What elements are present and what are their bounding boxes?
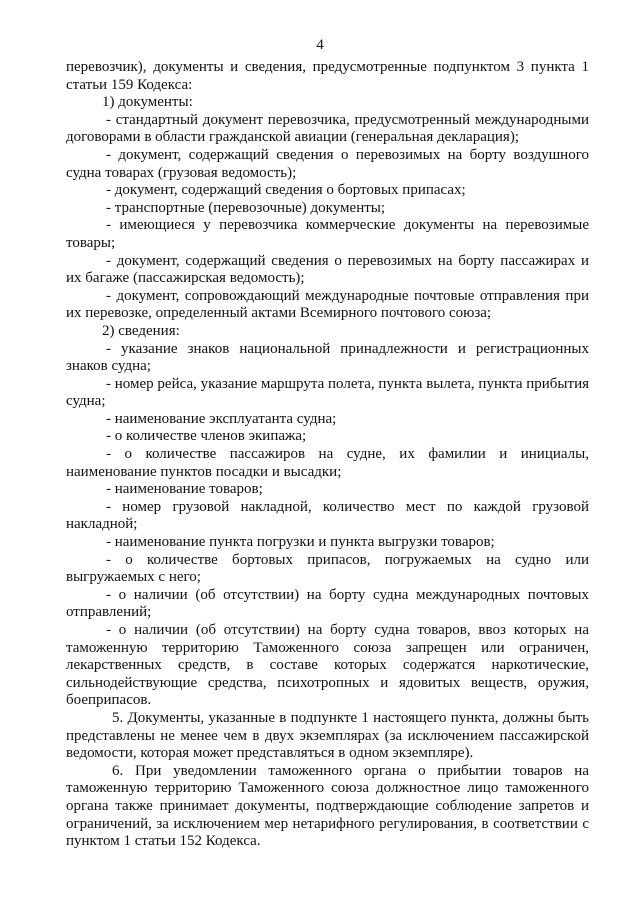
paragraph: - имеющиеся у перевозчика коммерческие документы на перевозимые товары; <box>66 217 589 251</box>
paragraph: - о наличии (об отсутствии) на борту судна товаров, ввоз которых на таможенную территорию Таможенного союза запрещен или ограничен, лекарственных средств, в составе которых содержатся наркотические, сильнодействующие средства, психотропных и ядовитых веществ, оружия, боеприпасов. <box>66 622 589 709</box>
paragraph: - о количестве бортовых припасов, погружаемых на судно или выгружаемых с него; <box>66 551 589 586</box>
paragraph: 1) документы: <box>102 94 193 111</box>
paragraph: - транспортные (перевозочные) документы; <box>106 199 386 216</box>
paragraph: - наименование пункта погрузки и пункта выгрузки товаров; <box>106 534 495 551</box>
paragraph: - документ, сопровождающий международные почтовые отправления при их перевозке, определенный актами Всемирного почтового союза; <box>66 287 589 322</box>
page-number: 4 <box>316 37 324 53</box>
paragraph: - наименование эксплуатанта судна; <box>106 410 337 427</box>
paragraph: - стандартный документ перевозчика, предусмотренный международными договорами в области гражданской авиации (генеральная декларация); <box>66 111 589 146</box>
paragraph: перевозчик), документы и сведения, предусмотренные подпунктом 3 пункта 1 статьи 159 Кодекса: <box>66 59 589 93</box>
paragraph: - о количестве членов экипажа; <box>106 428 307 445</box>
paragraph: - номер грузовой накладной, количество мест по каждой грузовой накладной; <box>66 498 589 533</box>
paragraph: 6. При уведомлении таможенного органа о прибытии товаров на таможенную территорию Таможенного союза должностное лицо таможенного органа также принимает документы, подтверждающие соблюдение запретов и ограничений, за исключением мер нетарифного регулирования, в соответствии с пунктом 1 статьи 152 Кодекса. <box>66 762 589 850</box>
paragraph: 5. Документы, указанные в подпункте 1 настоящего пункта, должны быть представлены не менее чем в двух экземплярах (за исключением пассажирской ведомости, которая может представляться в одном экземпляре). <box>66 709 589 762</box>
paragraph: - указание знаков национальной принадлежности и регистрационных знаков судна; <box>66 340 589 375</box>
paragraph: - документ, содержащий сведения о бортовых припасах; <box>106 182 466 199</box>
paragraph: - документ, содержащий сведения о перевозимых на борту пассажирах и их багаже (пассажирская ведомость); <box>66 252 589 287</box>
paragraph: - о количестве пассажиров на судне, их фамилии и инициалы, наименование пунктов посадки и высадки; <box>66 446 589 480</box>
paragraph: - документ, содержащий сведения о перевозимых на борту воздушного судна товарах (грузовая ведомость); <box>66 146 589 181</box>
paragraph: 2) сведения: <box>102 322 180 339</box>
paragraph: - номер рейса, указание маршрута полета, пункта вылета, пункта прибытия судна; <box>66 375 589 410</box>
document-body <box>66 59 589 851</box>
paragraph: - о наличии (об отсутствии) на борту судна международных почтовых отправлений; <box>66 586 589 621</box>
paragraph: - наименование товаров; <box>106 481 263 498</box>
